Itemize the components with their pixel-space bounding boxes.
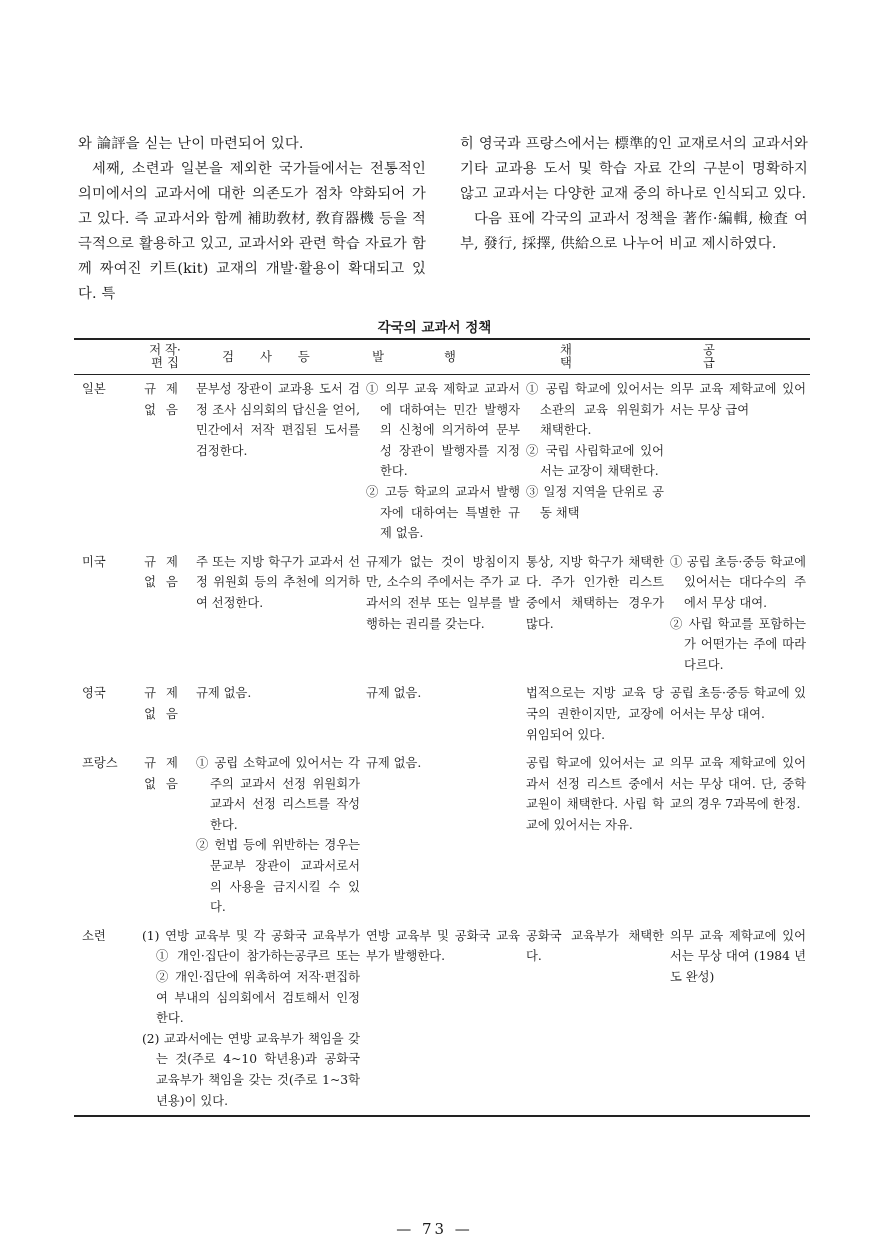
header-adopt: 채택 (560, 343, 632, 370)
cell-text: ① 공립 학교에 있어서는 소관의 교육 위원회가 채택한다. (526, 382, 664, 438)
cell-text: 규제 없음. (196, 686, 252, 701)
paragraph: 와 論評을 싣는 난이 마련되어 있다. (78, 136, 304, 152)
country-cell: 일본 (82, 382, 106, 396)
right-text-column (460, 132, 808, 257)
author-cell: 규제 없음 (144, 382, 188, 417)
header-supply: 공급 (703, 343, 775, 370)
cell-text: 규제 없음. (366, 756, 422, 771)
header-exam: 검사등 (222, 349, 336, 364)
adoption-cell (524, 679, 668, 749)
country-cell: 소련 (82, 928, 106, 943)
supply-cell (668, 375, 810, 548)
header-author: 저 작· 편 집 (149, 343, 181, 370)
cell-text: ② 고등 학교의 교과서 발행자에 대하여는 특별한 규제 없음. (366, 484, 520, 541)
author-cell: 규제 없음 (144, 756, 188, 791)
table-row (74, 749, 810, 922)
exam-cell (194, 679, 364, 749)
cell-text: 공립 초등·중등 학교에 있어서는 무상 대여. (670, 686, 806, 721)
cell-text: ③ 일정 지역을 단위로 공동 채택 (526, 484, 664, 520)
country-cell: 미국 (82, 554, 106, 569)
cell-text: 의무 교육 제학교에 있어서는 무상 급여 (670, 382, 806, 417)
publication-cell (364, 749, 524, 922)
cell-text: 규제 없음. (366, 686, 422, 701)
exam-cell (194, 375, 364, 548)
country-cell: 영국 (82, 686, 106, 701)
cell-text: (2) 교과서에는 연방 교육부가 책임을 갖는 것(주로 4~10 학년용)과 공화국 교육부가 책임을 갖는 것(주로 1~3학년용)이 있다. (142, 1031, 360, 1108)
paragraph: 히 영국과 프랑스에서는 標準的인 교재로서의 교과서와 기타 교과용 도서 및 학습 자료 간의 구분이 명확하지 않고 교과서는 다양한 교재 중의 하나로 인식되고 있다. (460, 136, 808, 202)
cell-text: ② 헌법 등에 위반하는 경우는 문교부 장관이 교과서로서의 사용을 금지시킬 수 있다. (196, 838, 360, 915)
adoption-cell (524, 375, 668, 548)
country-cell: 프랑스 (82, 756, 118, 771)
header-country (74, 339, 136, 375)
cell-text: 공화국 교육부가 채택한다. (526, 928, 664, 964)
cell-text: 통상, 지방 학구가 채택한다. 주가 인가한 리스트 중에서 채택하는 경우가 많다. (526, 554, 664, 631)
cell-text: ② 국립 사립학교에 있어서는 교장이 채택한다. (526, 443, 664, 479)
table-caption: 각국의 교과서 정책 (377, 320, 492, 336)
table-row (74, 375, 810, 548)
cell-text: (1) 연방 교육부 및 각 공화국 교육부가 ① 개인·집단이 참가하는공쿠르 또는 ② 개인·집단에 위촉하여 저작·편집하여 부내의 심의회에서 검토해서 인정한다. (142, 928, 360, 1026)
page-number: — 73 — (396, 1220, 473, 1238)
cell-text: ② 사립 학교를 포함하는가 어떤가는 주에 따라 다르다. (670, 616, 806, 672)
cell-text: 법적으로는 지방 교육 당국의 권한이지만, 교장에 위임되어 있다. (526, 686, 664, 742)
cell-text: 주 또는 지방 학구가 교과서 선정 위원회 등의 추천에 의거하여 선정한다. (196, 554, 360, 610)
table-header-row (74, 339, 810, 375)
publication-cell (364, 922, 524, 1116)
exam-cell (194, 749, 364, 922)
left-text-column (78, 132, 426, 307)
author-exam-merged-cell (136, 922, 364, 1116)
adoption-cell (524, 922, 668, 1116)
author-cell: 규제 없음 (144, 554, 188, 590)
cell-text: ① 공립 초등·중등 학교에 있어서는 대다수의 주에서 무상 대여. (670, 554, 806, 610)
header-pub: 발행 (372, 349, 516, 364)
adoption-cell (524, 548, 668, 680)
table-row (74, 922, 810, 1116)
cell-text: 공립 학교에 있어서는 교과서 선정 리스트 중에서 교원이 채택한다. 사립 학교에 있어서는 자유. (526, 756, 664, 832)
cell-text: 규제가 없는 것이 방침이지만, 소수의 주에서는 주가 교과서의 전부 또는 일부를 발행하는 권리를 갖는다. (366, 554, 520, 631)
cell-text: 연방 교육부 및 공화국 교육부가 발행한다. (366, 928, 520, 964)
cell-text: ① 의무 교육 제학교 교과서에 대하여는 민간 발행자의 신청에 의거하여 문부성 장관이 발행자를 지정한다. (366, 382, 520, 479)
paragraph: 세째, 소련과 일본을 제외한 국가들에서는 전통적인 의미에서의 교과서에 대한 의존도가 점차 약화되어 가고 있다. 즉 교과서와 함께 補助敎材, 敎育器機 등을 적극적으로 활용하고 있고, 교과서와 관련 학습 자료가 함께 짜여진 키트(kit) 교재의 개발·활용이 확대되고 있다. 특 (78, 161, 426, 302)
author-cell: 규제 없음 (144, 686, 188, 721)
cell-text: 의무 교육 제학교에 있어서는 무상 대여 (1984 년도 완성) (670, 928, 806, 985)
paragraph: 다음 표에 각국의 교과서 정책을 著作·編輯, 檢査 여부, 發行, 採擇, 供給으로 나누어 비교 제시하였다. (460, 211, 808, 252)
supply-cell (668, 679, 810, 749)
cell-text: 문부성 장관이 교과용 도서 검정 조사 심의회의 답신을 얻어, 민간에서 저작 편집된 도서를 검정한다. (196, 382, 360, 458)
cell-text: 의무 교육 제학교에 있어서는 무상 대여. 단, 중학교의 경우 7과목에 한정. (670, 756, 806, 812)
textbook-policy-table (74, 338, 810, 1117)
table-body (74, 375, 810, 1117)
publication-cell (364, 375, 524, 548)
supply-cell (668, 548, 810, 680)
supply-cell (668, 749, 810, 922)
adoption-cell (524, 749, 668, 922)
table-row (74, 679, 810, 749)
cell-text: ① 공립 소학교에 있어서는 각 주의 교과서 선정 위원회가 교과서 선정 리스트를 작성한다. (196, 756, 360, 832)
supply-cell (668, 922, 810, 1116)
publication-cell (364, 548, 524, 680)
exam-cell (194, 548, 364, 680)
publication-cell (364, 679, 524, 749)
table-row (74, 548, 810, 680)
